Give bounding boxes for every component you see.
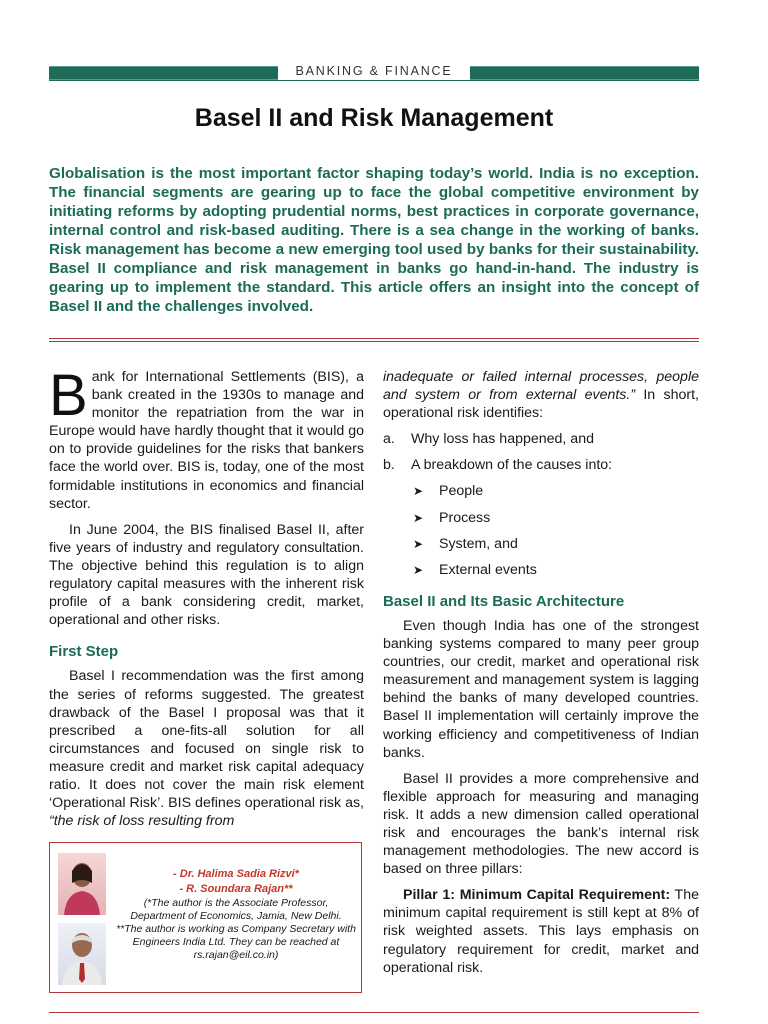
left-column [49, 363, 364, 838]
list-item-text: Process [439, 509, 491, 526]
author-photo-2 [58, 923, 106, 985]
header-rule [49, 80, 699, 81]
list-marker: a. [383, 431, 395, 448]
drop-cap: B [49, 363, 88, 428]
divider-rule-bottom [49, 341, 699, 342]
author-name-1: - Dr. Halima Sadia Rizvi* [173, 868, 299, 880]
author-note-1: (*The author is the Associate Professor, Department of Economics, Jamia, New Delhi. [130, 897, 342, 922]
list-item-text: People [439, 483, 484, 500]
right-column [383, 368, 699, 985]
quote-end: inadequate or failed internal processes, people and system or from external events.” [383, 369, 699, 404]
heading-first-step: First Step [49, 643, 119, 661]
lettered-list [383, 430, 699, 474]
list-item [383, 482, 699, 500]
author-name-2: - R. Soundara Rajan** [179, 883, 293, 895]
list-item [383, 561, 699, 579]
footer-rule [49, 1012, 699, 1013]
list-item [383, 509, 699, 527]
paragraph-pillar-1 [383, 886, 699, 976]
arrow-bullet-icon: ➤ [413, 536, 424, 551]
paragraph-text: Basel I recommendation was the first among the series of reforms suggested. The greatest drawback of the Basel I proposal was that it prescribed a one-fits-all solution for all circumstances and focused on single risk to measure credit and market risk capital adequacy ratio. It does not cover the main risk element ‘Operational Risk’. BIS defines operational risk as, [49, 668, 364, 812]
paragraph-text: The minimum capital requirement is still kept at 8% of risk weighted assets. This lays emphasis on regulatory requirement for credit, market and operational risk. [383, 887, 699, 976]
arrow-bullet-icon: ➤ [413, 484, 424, 499]
causes-list [383, 482, 699, 578]
list-item-text: A breakdown of the causes into: [411, 457, 613, 474]
paragraph-text: In short, operational risk identifies: [383, 387, 699, 422]
paragraph-first-step [49, 667, 364, 830]
list-item [383, 535, 699, 553]
paragraph-three-pillars: Basel II provides a more comprehensive and flexible approach for measuring and managing risk. It adds a new dimension called operational risk and encourages the bank’s internal risk management methodologies. The new accord is based on three pillars: [383, 770, 699, 878]
list-item [383, 430, 699, 448]
author-box [49, 842, 362, 993]
paragraph-quote-continued [383, 368, 699, 422]
list-item-text: External events [439, 561, 537, 578]
author-note-2: **The author is working as Company Secretary with Engineers India Ltd. They can be reached at rs.rajan@eil.co.in) [116, 923, 356, 961]
author-photo-1 [58, 853, 106, 915]
arrow-bullet-icon: ➤ [413, 562, 424, 577]
paragraph-basel2-finalised: In June 2004, the BIS finalised Basel II, after five years of industry and regulatory consultation. The objective behind this regulation is to align regulatory capital measures with the inherent risk profile of a bank considering credit, market, operational and other risks. [49, 521, 364, 629]
list-marker: b. [383, 457, 395, 474]
arrow-bullet-icon: ➤ [413, 510, 424, 525]
paragraph-intro-bis [49, 363, 364, 513]
paragraph-architecture: Even though India has one of the strongest banking systems compared to many peer group countries, our credit, market and operational risk measurement and management system is lagging behind the banks of many developed countries. Basel II implementation will certainly improve the working efficiency and competitiveness of Indian banks. [383, 617, 699, 761]
list-item [383, 456, 699, 474]
person-icon [58, 853, 106, 915]
divider-rule-top [49, 338, 699, 339]
quote-start: “the risk of loss resulting from [49, 813, 235, 830]
list-item-text: System, and [439, 535, 518, 552]
person-icon [58, 923, 106, 985]
article-title: Basel II and Risk Management [194, 104, 554, 132]
author-credits [116, 867, 356, 962]
article-intro: Globalisation is the most important factor shaping today’s world. India is no exception. The financial segments are gearing up to face the global competitive environment by initiating reforms by adopting prudential norms, best practices in corporate governance, internal control and risk-based auditing. There is a sea change in the working of banks. Risk management has become a new emerging tool used by banks for their sustainability. Basel II compliance and risk management in banks go hand-in-hand. The industry is gearing up to implement the standard. This article offers an insight into the concept of Basel II and the challenges involved. [49, 165, 699, 315]
section-label: BANKING & FINANCE [278, 63, 470, 81]
paragraph-text: ank for International Settlements (BIS), a bank created in the 1930s to manage and monitor the repatriation from the war in Europe would have hardly thought that it would go on to provide guidelines for the risks that bankers face the world over. BIS is, today, one of the most formidable institutions in economics and financial sector. [49, 369, 364, 512]
pillar-1-label: Pillar 1: Minimum Capital Requirement: [403, 887, 671, 904]
heading-basic-architecture: Basel II and Its Basic Architecture [383, 592, 625, 610]
list-item-text: Why loss has happened, and [411, 431, 594, 448]
